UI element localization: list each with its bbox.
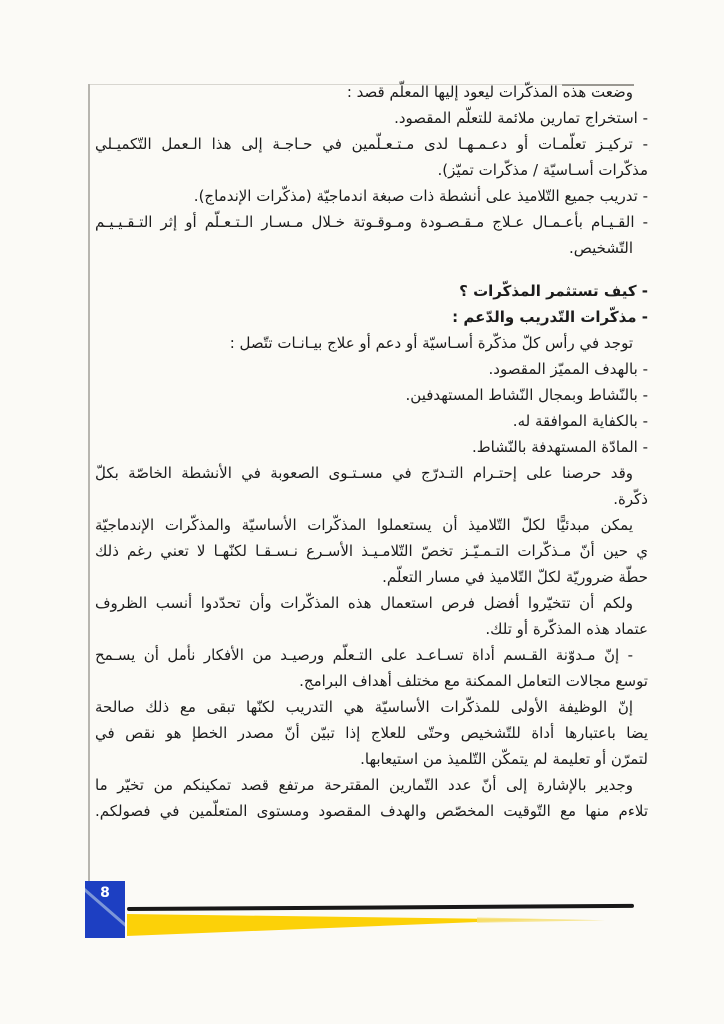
page-number-badge bbox=[85, 881, 125, 938]
text-line: - تدريب جميع التّلاميذ على أنشطة ذات صبغة اندماجيّة (مذكّرات الإندماج). bbox=[193, 187, 648, 205]
text-line: - المادّة المستهدفة بالنّشاط. bbox=[472, 438, 648, 456]
text-line: عتماد هذه المذكّرة أو تلك. bbox=[485, 620, 648, 638]
text-line: وجدير بالإشارة إلى أنّ عدد التّمارين المقترحة مرتفع قصد تمكينكم من تخيّر ما bbox=[95, 776, 633, 794]
text-line: إنّ الوظيفة الأولى للمذكّرات الأساسيّة هي التدريب لكنّها تبقى مع ذلك صالحة bbox=[95, 698, 633, 716]
text-line: - إنّ مـدوّنة القـسم أداة تسـاعـد على التـعلّم ورصيـد من الأفكار نأمل أن يسـمح bbox=[95, 646, 633, 664]
text-line: ذكّرة. bbox=[613, 490, 648, 508]
text-line: حطّة ضروريّة لكلّ التّلاميذ في مسار التعلّم. bbox=[382, 568, 648, 586]
swoosh-main-shape bbox=[127, 914, 542, 936]
section-heading: - كيف تستثمر المذكّرات ؟ bbox=[459, 282, 648, 300]
body-text-block bbox=[95, 79, 648, 824]
text-line: - بالنّشاط وبمجال النّشاط المستهدفين. bbox=[405, 386, 648, 404]
text-line: التّشخيص. bbox=[569, 239, 633, 257]
frame-left-line bbox=[88, 84, 90, 882]
text-line: ولكم أن تتخيّروا أفضل فرص استعمال هذه المذكّرات وأن تحدّدوا أنسب الظروف bbox=[95, 594, 633, 612]
text-line: يضا باعتبارها أداة للتّشخيص وحتّى للعلاج إذا تبيّن أنّ مصدر الخطإ هو نقص في bbox=[95, 724, 648, 742]
text-line: يمكن مبدئيًّا لكلّ التّلاميذ أن يستعملوا المذكّرات الأساسيّة والمذكّرات الإندماجيّة bbox=[95, 516, 633, 534]
swoosh-fade-tip bbox=[477, 918, 605, 923]
section-spacer bbox=[95, 261, 648, 278]
text-line: - بالكفاية الموافقة له. bbox=[512, 412, 648, 430]
page-number: 8 bbox=[100, 885, 110, 901]
text-line: مذكّرات أسـاسيّة / مذكّرات تميّز). bbox=[437, 161, 648, 179]
text-line: - تركيـز تعلّمـات أو دعـمـهـا لدى مـتـعـلّمين في حـاجـة إلى هذا الـعمل التّكميـلي bbox=[95, 135, 648, 153]
text-line: توجد في رأس كلّ مذكّرة أسـاسيّة أو دعم أو علاج بيـانـات تتّصل : bbox=[229, 334, 633, 352]
text-line: لتمرّن أو تعليمة لم يتمكّن التّلميذ من استيعابها. bbox=[360, 750, 648, 768]
text-line: ي حين أنّ مـذكّرات التـمـيّـز تخصّ التّلامـيـذ الأسـرع نـسـقـا لكنّهـا لا تعني رغم ذلك bbox=[95, 542, 648, 560]
text-line: - بالهدف المميّز المقصود. bbox=[488, 360, 648, 378]
footer-yellow-swoosh bbox=[127, 912, 609, 938]
text-line: وضعت هذه المذكّرات ليعود إليها المعلّم قصد : bbox=[346, 83, 633, 101]
text-line: وقد حرصنا على إحتـرام التـدرّج في مسـتـوى الصعوبة في الأنشطة الخاصّة بكلّ bbox=[95, 464, 633, 482]
text-line: - استخراج تمارين ملائمة للتعلّم المقصود. bbox=[394, 109, 648, 127]
section-heading: - مذكّرات التّدريب والدّعم : bbox=[452, 308, 648, 326]
text-line: تلاءم منها مع التّوقيت المخصّص والهدف المقصود ومستوى المتعلّمين في فصولكم. bbox=[95, 802, 648, 820]
footer-rule-line bbox=[127, 904, 634, 911]
text-line: - القـيـام بأعـمـال عـلاج مـقـصـودة ومـوقـوتة خـلال مـسـار الـتـعـلّم أو إثر التـقـيـيـم bbox=[95, 213, 648, 231]
text-line: توسع مجالات التعامل الممكنة مع مختلف أهداف البرامج. bbox=[299, 672, 648, 690]
